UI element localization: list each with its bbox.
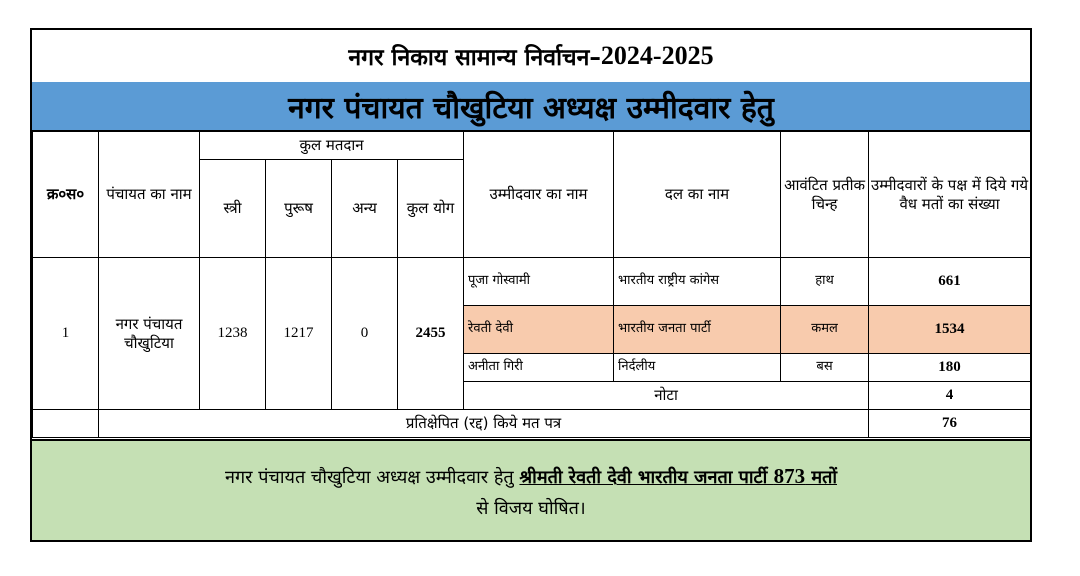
candidate-party: भारतीय जनता पार्टी	[614, 306, 781, 354]
title-year: 2024-2025	[600, 41, 714, 70]
candidate-symbol: हाथ	[781, 258, 869, 306]
rejected-label: प्रतिक्षेपित (रद्द) किये मत पत्र	[99, 410, 869, 438]
results-table	[32, 131, 1031, 438]
header-candidate-name: उम्मीदवार का नाम	[464, 132, 614, 258]
winner-margin: 873	[773, 464, 806, 488]
header-male: पुरूष	[266, 160, 332, 258]
candidate-votes: 180	[869, 354, 1031, 382]
row-other: 0	[332, 258, 398, 410]
rejected-votes: 76	[869, 410, 1031, 438]
header-total: कुल योग	[398, 160, 464, 258]
winner-name: श्रीमती रेवती देवी भारतीय जनता पार्टी	[519, 467, 774, 488]
header-symbol: आवंटित प्रतीक चिन्ह	[781, 132, 869, 258]
row-male: 1217	[266, 258, 332, 410]
header-other: अन्य	[332, 160, 398, 258]
header-serial: क्र०स०	[33, 132, 99, 258]
page-title	[32, 30, 1030, 84]
candidate-symbol: कमल	[781, 306, 869, 354]
candidate-votes: 1534	[869, 306, 1031, 354]
candidate-name: पूजा गोस्वामी	[464, 258, 614, 306]
result-line2: से विजय घोषित।	[476, 498, 586, 519]
nota-votes: 4	[869, 382, 1031, 410]
row-serial: 1	[33, 258, 99, 410]
candidate-symbol: बस	[781, 354, 869, 382]
subtitle: नगर पंचायत चौखुटिया अध्यक्ष उम्मीदवार हेतु	[288, 90, 774, 126]
winner-margin-suffix: मतों	[805, 467, 838, 488]
header-valid-votes: उम्मीदवारों के पक्ष में दिये गये वैध मतों का संख्या	[869, 132, 1031, 258]
result-declaration	[32, 439, 1030, 540]
result-prefix: नगर पंचायत चौखुटिया अध्यक्ष उम्मीदवार हेतु	[224, 467, 520, 488]
header-party-name: दल का नाम	[614, 132, 781, 258]
header-female: स्त्री	[200, 160, 266, 258]
winner-text	[519, 464, 838, 488]
row-panchayat: नगर पंचायत चौखुटिया	[99, 258, 200, 410]
row-total: 2455	[398, 258, 464, 410]
candidate-name: अनीता गिरी	[464, 354, 614, 382]
header-panchayat-name: पंचायत का नाम	[99, 132, 200, 258]
candidate-party: भारतीय राष्ट्रीय कांगेस	[614, 258, 781, 306]
rejected-empty-cell	[33, 410, 99, 438]
candidate-votes: 661	[869, 258, 1031, 306]
nota-label: नोटा	[464, 382, 869, 410]
candidate-name: रेवती देवी	[464, 306, 614, 354]
subtitle-banner	[32, 82, 1030, 132]
result-sheet	[30, 28, 1032, 542]
row-female: 1238	[200, 258, 266, 410]
header-total-voting: कुल मतदान	[200, 132, 464, 160]
title-text: नगर निकाय सामान्य निर्वाचन–	[348, 45, 601, 71]
candidate-party: निर्दलीय	[614, 354, 781, 382]
